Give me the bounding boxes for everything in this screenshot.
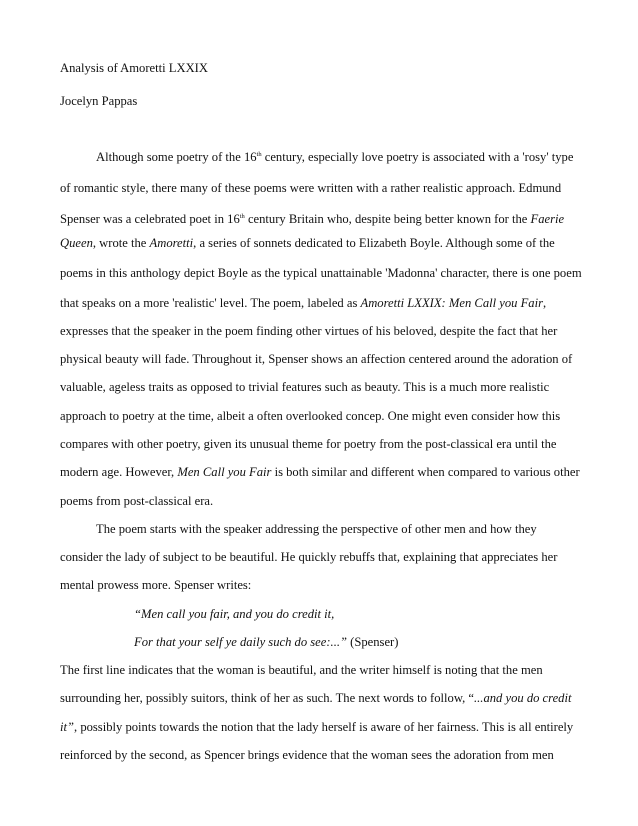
quote-line-1: “Men call you fair, and you do credit it, (134, 607, 335, 621)
italic-title: Queen (60, 236, 93, 250)
paragraph-2-line-2: consider the lady of subject to be beautiful. He quickly rebuffs that, explaining that appreciates her (60, 550, 558, 564)
paragraph-3-line-2: surrounding her, possibly suitors, think of her as such. The next words to follow, “...and you do credit (60, 691, 572, 705)
paragraph-1-line-11: compares with other poetry, given its unusual theme for poetry from the post-classical era until the (60, 437, 557, 451)
paragraph-2-line-3: mental prowess more. Spenser writes: (60, 578, 252, 592)
paragraph-2-line-1: The poem starts with the speaker addressing the perspective of other men and how they (96, 522, 537, 536)
superscript-th: th (256, 151, 262, 158)
paragraph-1-line-6: that speaks on a more 'realistic' level. The poem, labeled as Amoretti LXXIX: Men Call you Fair, (60, 296, 547, 310)
paragraph-3-line-3: it”, possibly points towards the notion that the lady herself is aware of her fairness. This is all entirely (60, 720, 574, 734)
document-title: Analysis of Amoretti LXXIX (60, 61, 208, 75)
paragraph-1-line-2: of romantic style, there many of these poems were written with a rather realistic approach. Edmund (60, 181, 562, 195)
paragraph-1-line-10: approach to poetry at the time, albeit a often overlooked concep. One might even consider how this (60, 409, 561, 423)
paragraph-1-line-13: poems from post-classical era. (60, 494, 214, 508)
paragraph-1-line-4: Queen, wrote the Amoretti, a series of sonnets dedicated to Elizabeth Boyle. Although some of the (60, 236, 555, 250)
italic-title: Men Call you Fair (177, 465, 272, 479)
paragraph-1-line-8: physical beauty will fade. Throughout it, Spenser shows an affection centered around the adoration of (60, 352, 573, 366)
paragraph-1-line-7: expresses that the speaker in the poem finding other virtues of his beloved, despite the fact that her (60, 324, 558, 338)
paragraph-1-line-12: modern age. However, Men Call you Fair is both similar and different when compared to various other (60, 465, 580, 479)
paragraph-1-line-5: poems in this anthology depict Boyle as the typical unattainable 'Madonna' character, there is one poem (60, 266, 582, 280)
superscript-th: th (239, 213, 245, 220)
quote-line-2: For that your self ye daily such do see:...” (Spenser) (134, 635, 399, 649)
italic-title: Faerie (530, 212, 565, 226)
paragraph-1-line-3: Spenser was a celebrated poet in 16th century Britain who, despite being better known for the Faerie (60, 212, 565, 226)
paragraph-1-line-9: valuable, ageless traits as opposed to trivial features such as beauty. This is a much more realistic (60, 380, 550, 394)
italic-title: Amoretti LXXIX: Men Call you Fair (360, 296, 543, 310)
paragraph-1-line-1: Although some poetry of the 16th century, especially love poetry is associated with a 'rosy' type (96, 150, 574, 164)
author-name: Jocelyn Pappas (60, 94, 138, 108)
paragraph-3-line-4: reinforced by the second, as Spencer brings evidence that the woman sees the adoration from men (60, 748, 554, 762)
paragraph-3-line-1: The first line indicates that the woman is beautiful, and the writer himself is noting that the men (60, 663, 543, 677)
italic-title: Amoretti (149, 236, 194, 250)
